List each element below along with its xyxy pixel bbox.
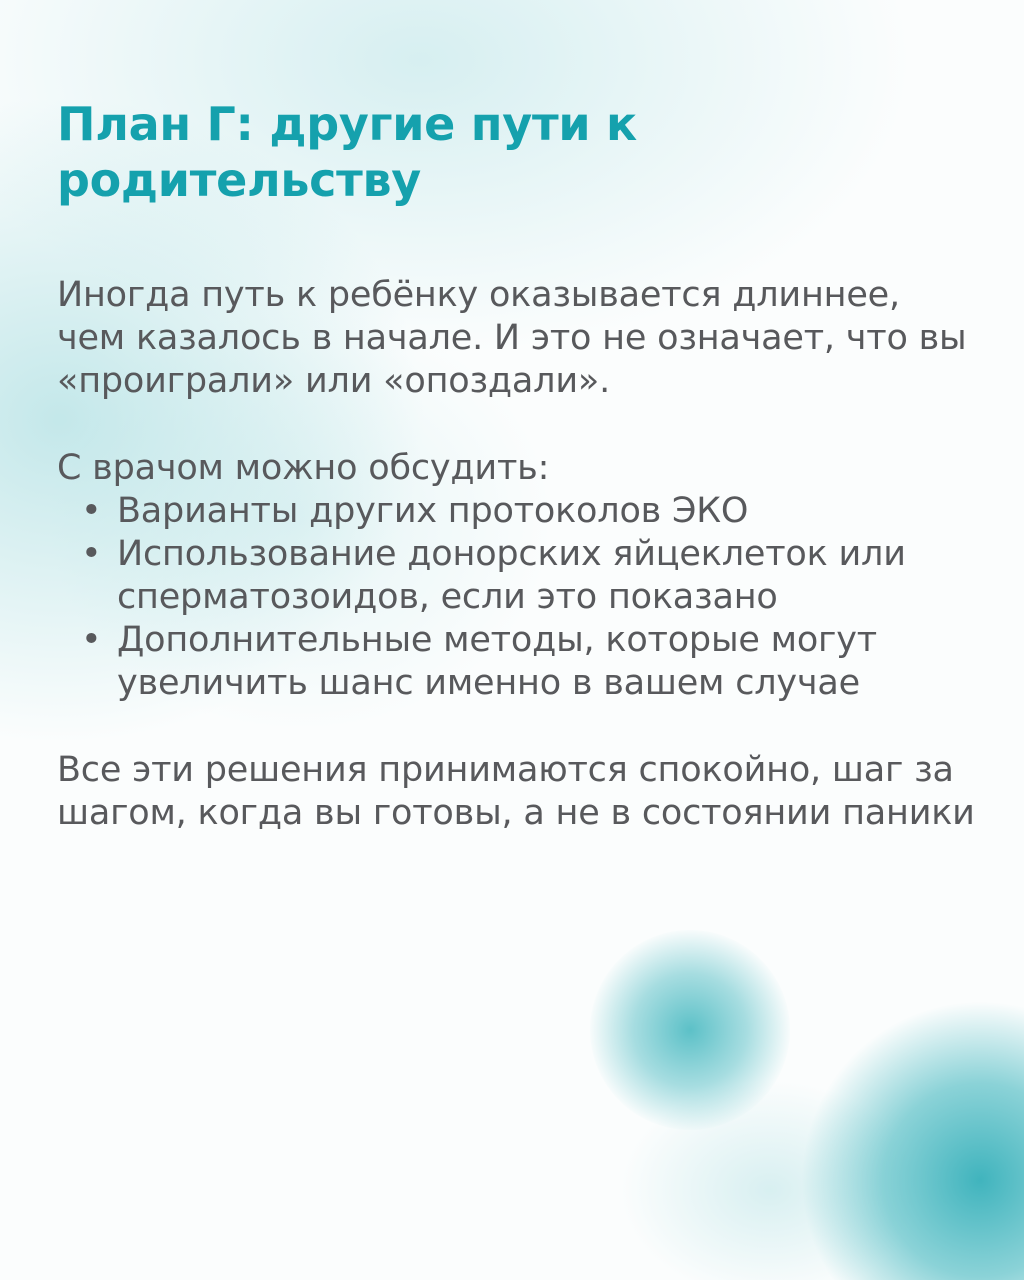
bullet-icon: • xyxy=(81,534,102,574)
slide-title: План Г: другие пути к родительству xyxy=(57,97,637,207)
discuss-heading: С врачом можно обсудить: xyxy=(57,448,550,488)
list-item-text: Варианты других протоколов ЭКО xyxy=(117,491,749,531)
intro-paragraph: Иногда путь к ребёнку оказывается длиннее, чем казалось в начале. И это не означает, что вы «проиграли» или «опоздали». xyxy=(57,275,967,401)
closing-paragraph: Все эти решения принимаются спокойно, шаг за шагом, когда вы готовы, а не в состоянии паники xyxy=(57,750,975,833)
slide-content xyxy=(57,96,977,835)
discuss-list xyxy=(57,490,977,705)
list-item-text: Дополнительные методы, которые могут увеличить шанс именно в вашем случае xyxy=(117,620,877,703)
decorative-blob xyxy=(590,930,790,1130)
list-item xyxy=(57,619,977,705)
bullet-icon: • xyxy=(81,491,102,531)
list-item-text: Использование донорских яйцеклеток или сперматозоидов, если это показано xyxy=(117,534,906,617)
bullet-icon: • xyxy=(81,620,102,660)
list-item xyxy=(57,490,977,533)
list-item xyxy=(57,533,977,619)
decorative-blob xyxy=(800,1000,1024,1280)
